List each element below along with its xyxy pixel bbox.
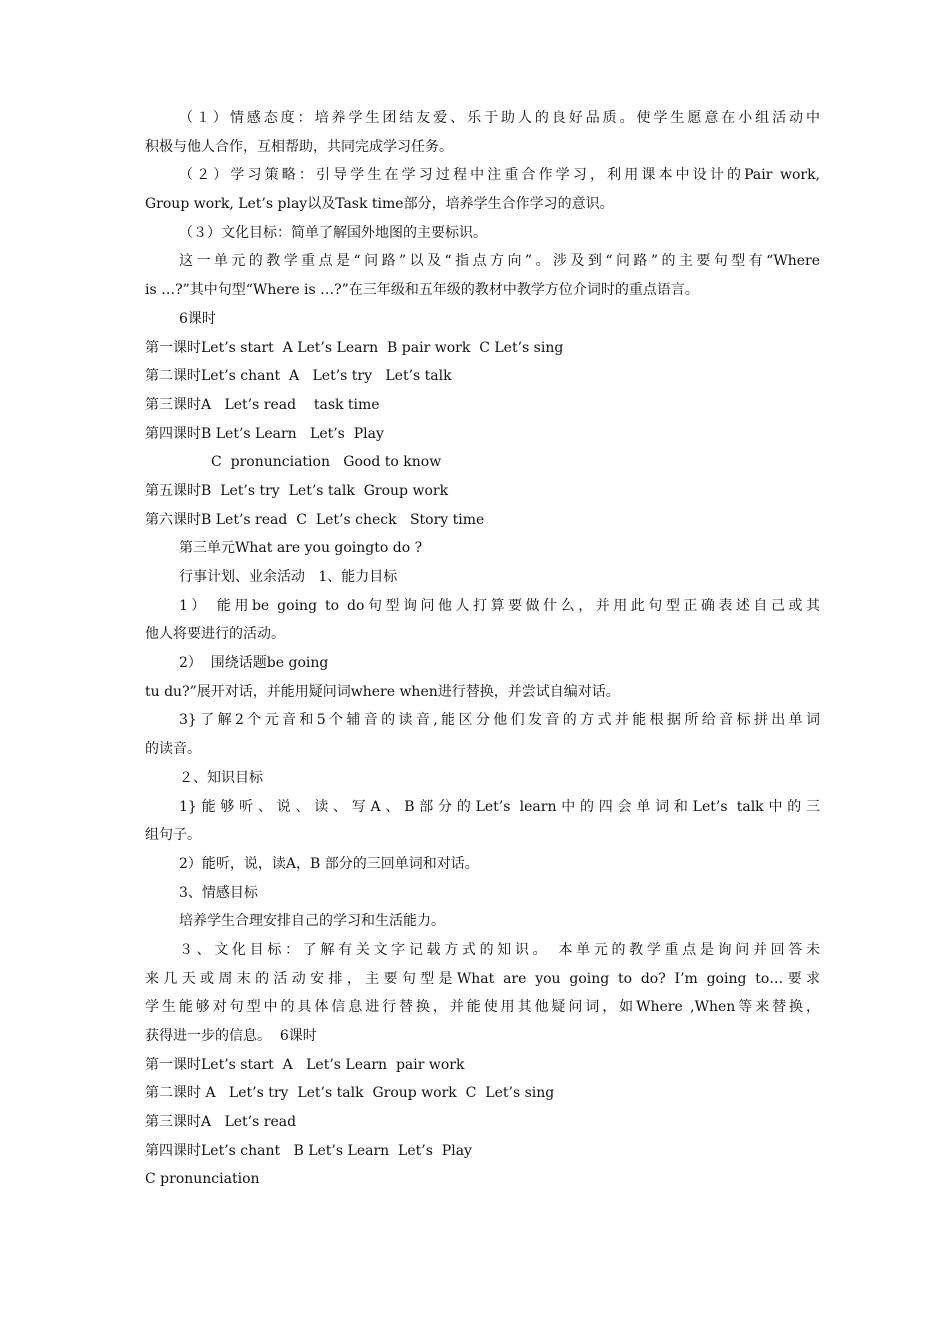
paragraph-line: 积极与他人合作，互相帮助，共同完成学习任务。	[145, 138, 453, 155]
paragraph-line: 6课时	[179, 310, 216, 327]
unit-heading: 第三单元What are you goingto do ?	[179, 540, 423, 557]
lesson-line: 第五课时B Let’s try Let’s talk Group work	[145, 482, 449, 499]
section-heading: 3、情感目标	[179, 884, 258, 901]
paragraph-line: 1}能够听、说、读、写A、B部分的Let’s learn中的四会单词和Let’s talk中的三	[179, 798, 820, 815]
paragraph-line: （１）情感态度：培养学生团结友爱、乐于助人的良好品质。使学生愿意在小组活动中	[179, 110, 820, 126]
section-heading: ２、知识目标	[179, 769, 263, 786]
paragraph-line: Group work, Let’s play以及Task time部分，培养学生合作学习的意识。	[145, 196, 614, 213]
lesson-line: 第六课时B Let’s read C Let’s check Story time	[145, 511, 485, 528]
paragraph-line: 培养学生合理安排自己的学习和生活能力。	[179, 913, 445, 930]
lesson-line: 第三课时A Let’s read	[145, 1114, 297, 1131]
paragraph-line: （２）学习策略：引导学生在学习过程中注重合作学习，利用课本中设计的Pair work,	[179, 167, 820, 184]
document-body	[145, 104, 820, 1194]
paragraph-line: 的读音。	[145, 741, 201, 758]
lesson-line: 第一课时Let’s start A Let’s Learn B pair work C Let’s sing	[145, 339, 564, 356]
paragraph-line: tu du?”展开对话，并能用疑问词where when进行替换，并尝试自编对话。	[145, 683, 620, 700]
lesson-line: 第四课时Let’s chant B Let’s Learn Let’s Play	[145, 1142, 472, 1159]
paragraph-line: 他人将要进行的活动。	[145, 626, 285, 643]
paragraph-line: 3}了解2个元音和5个辅音的读音,能区分他们发音的方式并能根据所给音标拼出单词	[179, 712, 820, 729]
paragraph-line: 这一单元的教学重点是“问路”以及“指点方向”。涉及到“问路”的主要句型有“Where	[179, 253, 820, 270]
lesson-line: 第二课时 A Let’s try Let’s talk Group work C Let’s sing	[145, 1085, 555, 1102]
paragraph-line: ３、文化目标：了解有关文字记载方式的知识。 本单元的教学重点是询问并回答未	[179, 941, 820, 958]
paragraph-line: 获得进一步的信息。 6课时	[145, 1028, 317, 1044]
paragraph-line: 组句子。	[145, 827, 201, 844]
lesson-line: 第四课时B Let’s Learn Let’s Play	[145, 425, 384, 442]
lesson-line: C pronunciation	[145, 1171, 260, 1188]
paragraph-line: is …?”其中句型“Where is …?”在三年级和五年级的教材中教学方位介词时的重点语言。	[145, 282, 699, 299]
lesson-line: 第二课时Let’s chant A Let’s try Let’s talk	[145, 368, 452, 385]
paragraph-line: 学生能够对句型中的具体信息进行替换，并能使用其他疑问词，如Where ,When等来替换，	[145, 999, 820, 1016]
paragraph-line: 行事计划、业余活动 1、能力目标	[179, 569, 398, 585]
lesson-line: 第一课时Let’s start A Let’s Learn pair work	[145, 1056, 465, 1073]
lesson-line: C pronunciation Good to know	[211, 454, 442, 471]
paragraph-line: 来几天或周末的活动安排，主要句型是What are you going to do? I’m going to…要求	[145, 970, 820, 987]
lesson-line: 第三课时A Let’s read task time	[145, 396, 380, 413]
paragraph-line: 2） 围绕话题be going	[179, 655, 329, 672]
paragraph-line: （３）文化目标：简单了解国外地图的主要标识。	[179, 224, 487, 241]
paragraph-line: 1） 能用be going to do句型询问他人打算要做什么，并用此句型正确表述自己或其	[179, 597, 820, 614]
paragraph-line: 2）能听，说，读A，B 部分的三回单词和对话。	[179, 855, 479, 872]
